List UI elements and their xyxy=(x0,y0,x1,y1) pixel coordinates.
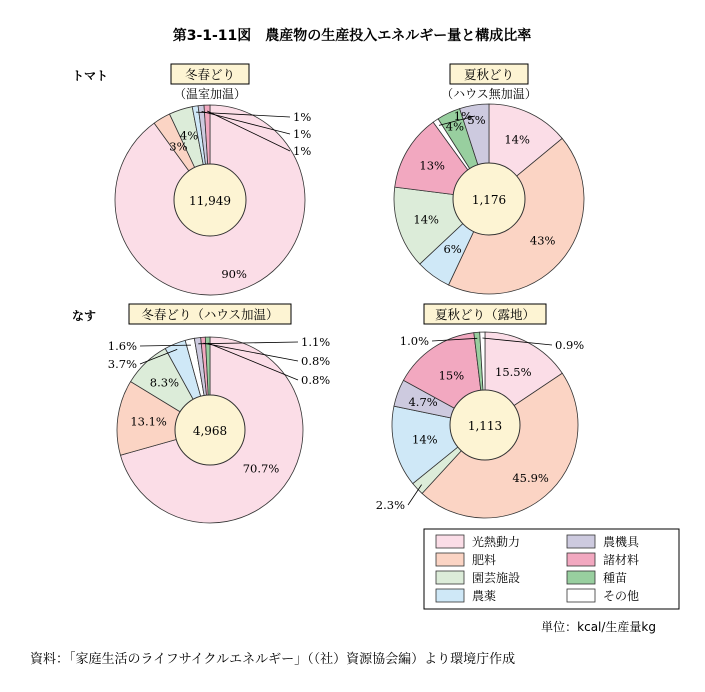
data-label: 13.1% xyxy=(130,414,167,429)
pie-chart-tomato-summer xyxy=(394,64,584,294)
pie-subtitle: （温室加温） xyxy=(173,87,247,101)
leader-line xyxy=(408,485,422,505)
legend-swatch xyxy=(567,589,595,602)
center-value-label: 1,113 xyxy=(467,419,503,433)
legend-label: 光熱動力 xyxy=(472,535,521,549)
legend-swatch xyxy=(567,535,595,548)
data-label: 6% xyxy=(443,242,462,257)
data-label: 5% xyxy=(467,113,486,127)
data-label: 1.0% xyxy=(399,334,429,348)
legend-label: 諸材料 xyxy=(603,553,640,567)
data-label: 15% xyxy=(438,368,465,383)
center-value-label: 1,176 xyxy=(471,193,507,207)
data-label: 4% xyxy=(445,119,465,134)
data-label: 15.5% xyxy=(495,365,532,380)
data-label: 1% xyxy=(453,109,472,123)
data-label: 14% xyxy=(413,212,439,227)
data-label: 1% xyxy=(293,127,312,141)
data-label: 70.7% xyxy=(242,461,280,476)
legend-label: 農機具 xyxy=(603,535,640,549)
legend-item xyxy=(436,571,520,585)
data-label: 1% xyxy=(293,144,312,158)
center-value-label: 11,949 xyxy=(189,194,231,208)
legend-swatch xyxy=(436,535,464,548)
data-label: 4.7% xyxy=(408,395,438,410)
data-label: 1% xyxy=(293,110,312,124)
data-label: 8.3% xyxy=(149,375,180,390)
data-label: 43% xyxy=(529,233,556,248)
legend-swatch xyxy=(567,571,595,584)
unit-note: 単位：kcal/生産量kg xyxy=(541,620,656,634)
pie-chart-eggplant-summer xyxy=(376,304,585,518)
data-label: 0.8% xyxy=(301,373,331,387)
source-note: 資料：「家庭生活のライフサイクルエネルギー」（（社）資源協会編）より環境庁作成 xyxy=(30,652,516,667)
data-label: 4% xyxy=(179,128,199,143)
data-label: 13% xyxy=(419,158,445,173)
legend-label: 肥料 xyxy=(472,553,497,567)
data-label: 14% xyxy=(504,132,530,147)
legend-label: 園芸施設 xyxy=(472,571,521,585)
figure-title: 第3-1-11図 農産物の生産投入エネルギー量と構成比率 xyxy=(172,28,532,44)
pie-subtitle: （ハウス無加温） xyxy=(441,87,537,101)
data-label: 1.1% xyxy=(301,335,331,349)
pie-chart-tomato-winter xyxy=(115,64,311,295)
data-label: 3.7% xyxy=(107,357,137,371)
pie-title: 冬春どり（ハウス加温） xyxy=(141,307,279,322)
pie-title: 夏秋どり（露地） xyxy=(434,307,536,322)
legend-item xyxy=(567,534,640,549)
data-label: 0.9% xyxy=(555,338,585,352)
data-label: 45.9% xyxy=(512,471,549,486)
legend-item xyxy=(436,534,520,549)
data-label: 3% xyxy=(169,139,188,154)
data-label: 0.8% xyxy=(301,354,331,368)
pie-title: 夏秋どり xyxy=(463,67,515,82)
center-value-label: 4,968 xyxy=(192,424,228,438)
legend-label: 種苗 xyxy=(603,571,628,585)
legend xyxy=(424,529,679,609)
legend-item xyxy=(567,588,639,603)
legend-label: その他 xyxy=(603,589,640,603)
data-label: 1.6% xyxy=(107,339,137,353)
legend-swatch xyxy=(567,553,595,566)
data-label: 14% xyxy=(412,432,438,447)
pie-chart-eggplant-winter xyxy=(108,304,331,523)
legend-swatch xyxy=(436,571,464,584)
data-label: 2.3% xyxy=(375,498,405,512)
row-label-eggplant: なす xyxy=(72,309,97,323)
legend-label: 農薬 xyxy=(472,589,497,603)
legend-item xyxy=(567,552,639,567)
data-label: 90% xyxy=(221,267,247,282)
legend-swatch xyxy=(436,553,464,566)
legend-swatch xyxy=(436,589,464,602)
pie-title: 冬春どり xyxy=(184,67,236,82)
row-label-tomato: トマト xyxy=(72,69,109,83)
